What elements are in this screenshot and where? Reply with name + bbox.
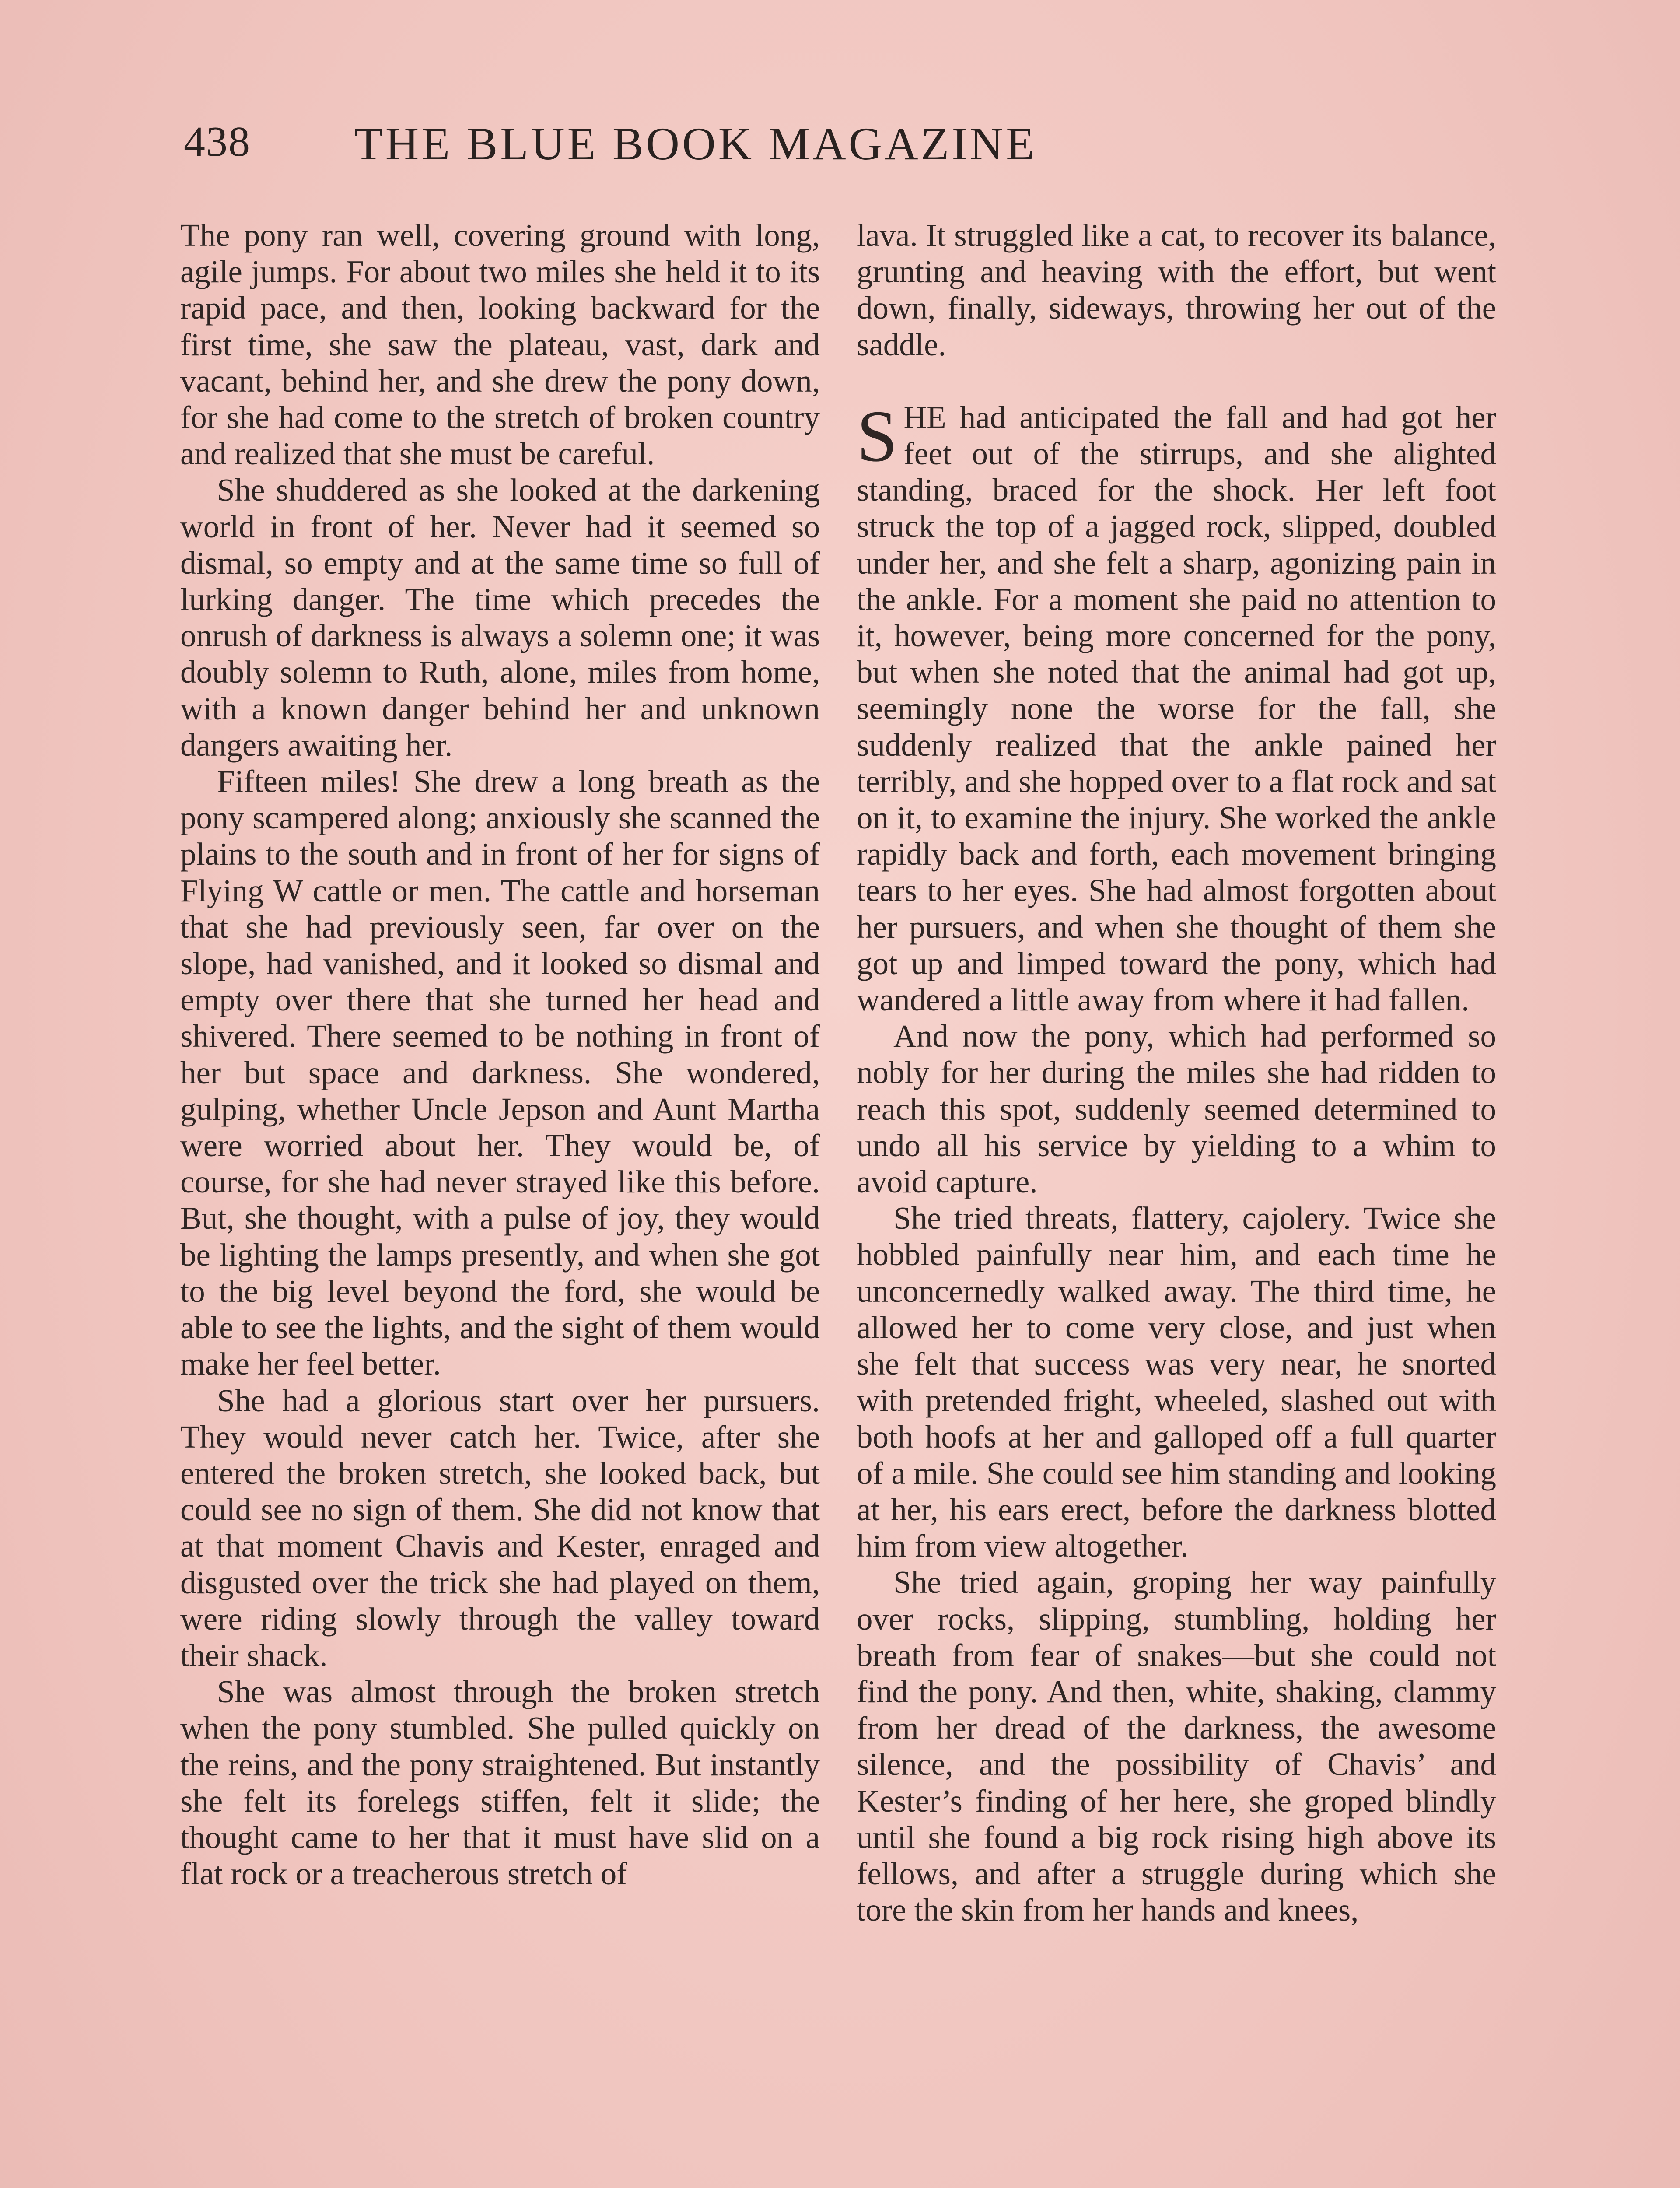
magazine-title: THE BLUE BOOK MAGAZINE: [354, 118, 1037, 169]
right-column: [857, 217, 1496, 2188]
paragraph: She tried threats, flattery, cajolery. Twice she hobbled painfully near him, and each time he unconcernedly walked away. The third time, he allowed her to come very close, and just when she felt that success was very near, he snorted with pretended fright, wheeled, slashed out with both hoofs at her and galloped off a full quarter of a mile. She could see him standing and looking at her, his ears erect, before the darkness blotted him from view altogether.: [857, 1200, 1496, 1564]
paragraph: She tried again, groping her way painfully over rocks, slipping, stumbling, holding her breath from fear of snakes—but she could not find the pony. And then, white, shaking, clammy from her dread of the darkness, the awesome silence, and the possibility of Chavis’ and Kester’s finding of her here, she groped blindly until she found a big rock rising high above its fellows, and after a struggle during which she tore the skin from her hands and knees,: [857, 1564, 1496, 1928]
paragraph: She had a glorious start over her pursuers. They would never catch her. Twice, after she entered the broken stretch, she looked back, but could see no sign of them. She did not know that at that moment Chavis and Kester, enraged and disgusted over the trick she had played on them, were riding slowly through the valley toward their shack.: [180, 1382, 820, 1673]
page-number: 438: [184, 118, 251, 165]
drop-cap: S: [857, 395, 898, 477]
continuation-paragraph: lava. It struggled like a cat, to recover its balance, grunting and heaving with the effort, but went down, finally, sideways, throwing her out of the saddle.: [857, 217, 1496, 362]
paragraph: She was almost through the broken stretch when the pony stumbled. She pulled quickly on the reins, and the pony straightened. But instantly she felt its forelegs stiffen, felt it slide; the thought came to her that it must have slid on a flat rock or a treacherous stretch of: [180, 1674, 820, 1892]
paragraph: The pony ran well, covering ground with long, agile jumps. For about two miles she held it to its rapid pace, and then, looking backward for the first time, she saw the plateau, vast, dark and vacant, behind her, and she drew the pony down, for she had come to the stretch of broken country and realized that she must be careful.: [180, 217, 820, 472]
left-column: [180, 217, 820, 2188]
paragraph: She shuddered as she looked at the darkening world in front of her. Never had it seemed so dismal, so empty and at the same time so full of lurking danger. The time which precedes the onrush of darkness is always a solemn one; it was doubly solemn to Ruth, alone, miles from home, with a known danger behind her and unknown dangers awaiting her.: [180, 472, 820, 763]
section-opening-text: HE had anticipated the fall and had got her feet out of the stirrups, and she alighted standing, braced for the shock. Her left foot struck the top of a jagged rock, slipped, doubled under her, and she felt a sharp, agonizing pain in the ankle. For a moment she paid no attention to it, however, being more concerned for the pony, but when she noted that the animal had got up, seemingly none the worse for the fall, she suddenly realized that the ankle pained her terribly, and she hopped over to a flat rock and sat on it, to examine the injury. She worked the ankle rapidly back and forth, each movement bringing tears to her eyes. She had almost forgotten about her pursuers, and when she thought of them she got up and limped toward the pony, which had wandered a little away from where it had fallen.: [857, 399, 1496, 1018]
section-opening-paragraph: [857, 395, 1496, 1018]
paragraph: Fifteen miles! She drew a long breath as the pony scampered along; anxiously she scanned the plains to the south and in front of her for signs of Flying W cattle or men. The cattle and horseman that she had previously seen, far over on the slope, had vanished, and it looked so dismal and empty over there that she turned her head and shivered. There seemed to be nothing in front of her but space and darkness. She wondered, gulping, whether Uncle Jepson and Aunt Martha were worried about her. They would be, of course, for she had never strayed like this before. But, she thought, with a pulse of joy, they would be lighting the lamps presently, and when she got to the big level beyond the ford, she would be able to see the lights, and the sight of them would make her feel better.: [180, 764, 820, 1382]
page-header: [184, 117, 1208, 179]
paragraph: And now the pony, which had performed so nobly for her during the miles she had ridden to reach this spot, suddenly seemed determined to undo all his service by yielding to a whim to avoid capture.: [857, 1018, 1496, 1200]
